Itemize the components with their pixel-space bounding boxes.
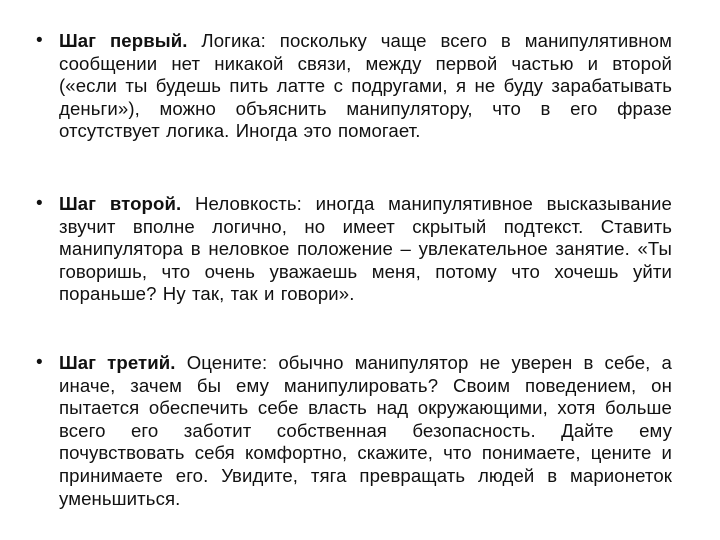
bullet-paragraph (59, 30, 672, 143)
bullet-item-step-three (36, 352, 672, 510)
step-heading: Шаг третий. (59, 352, 176, 373)
bullet-item-step-one (36, 30, 672, 143)
bullet-icon: • (36, 352, 43, 373)
step-heading: Шаг второй. (59, 193, 182, 214)
step-text: Неловкость: иногда манипулятивное высказывание звучит вполне логично, но имеет скрытый подтекст. Ставить манипулятора в неловкое положение – увлекательное занятие. «Ты говоришь, что очень уважаешь меня, потому что хочешь уйти пораньше? Ну так, так и говори». (59, 193, 672, 305)
bullet-item-step-two (36, 193, 672, 306)
step-text: Оцените: обычно манипулятор не уверен в себе, а иначе, зачем бы ему манипулировать? Своим поведением, он пытается обеспечить себе власть над окружающими, хотя больше всего его заботит собственная безопасность. Дайте ему почувствовать себя комфортно, скажите, что понимаете, цените и принимаете его. Увидите, тяга превращать людей в марионеток уменьшиться. (59, 352, 672, 509)
bullet-icon: • (36, 30, 43, 51)
step-heading: Шаг первый. (59, 30, 188, 51)
bullet-icon: • (36, 193, 43, 214)
bullet-paragraph (59, 193, 672, 306)
step-text: Логика: поскольку чаще всего в манипулятивном сообщении нет никакой связи, между первой частью и второй («если ты будешь пить латте с подругами, я не буду зарабатывать деньги»), можно объяснить манипулятору, что в его фразе отсутствует логика. Иногда это помогает. (59, 30, 673, 142)
bullet-paragraph (59, 352, 672, 510)
